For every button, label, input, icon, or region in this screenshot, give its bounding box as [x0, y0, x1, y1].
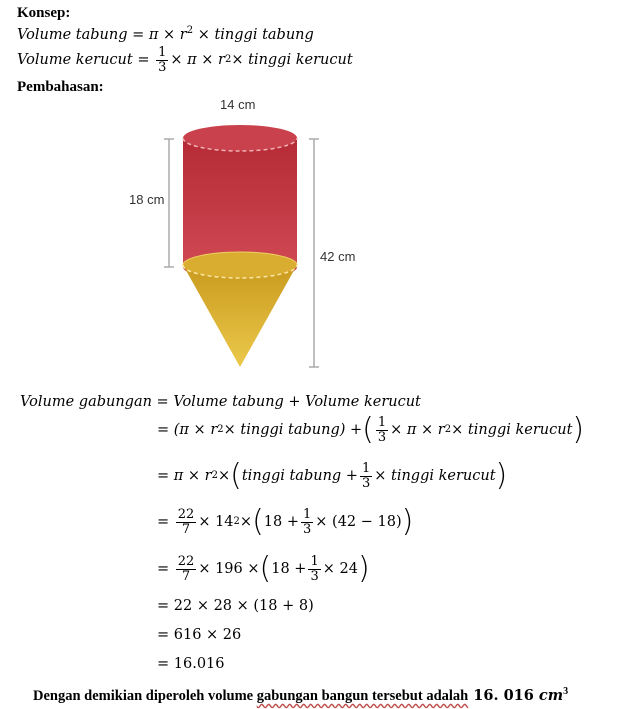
- step-4: = $\frac{22}{7}$ × 14 2 × ( 18 + $\frac{1}{3}$ × (42 − 18) ): [157, 504, 414, 539]
- conclusion-unit: cm: [538, 686, 564, 704]
- conclusion-value: 16. 016: [468, 686, 539, 704]
- cone-body: [183, 265, 297, 367]
- step-2: = (π × r 2 × tinggi tabung) + ( $\frac{1}{3}$ × π × r 2 × tinggi kerucut ): [157, 412, 585, 447]
- step-7: = 616 × 26: [157, 627, 242, 643]
- step-1-rhs: Volume tabung + Volume kerucut: [173, 394, 421, 410]
- fraction: $\frac{1}{3}$: [158, 44, 167, 75]
- formula-rhs-a: π × r: [148, 26, 187, 43]
- step-8: = 16.016: [157, 656, 225, 672]
- formula-volume-kerucut: Volume kerucut = $\frac{1}{3}$ × π × r 2 × tinggi kerucut: [17, 44, 353, 75]
- pembahasan-heading: Pembahasan:: [17, 79, 104, 95]
- cylinder-height-label: 18 cm: [129, 192, 165, 207]
- formula-rhs-b: × tinggi kerucut: [231, 52, 353, 68]
- diameter-label: 14 cm: [220, 97, 256, 112]
- conclusion-text-a: Dengan demikian diperoleh volume: [33, 687, 257, 704]
- conclusion-text-b: gabungan bangun tersebut adalah: [256, 687, 469, 704]
- formula-lhs: Volume kerucut: [17, 52, 133, 68]
- step-3: = π × r 2 × ( tinggi tabung + $\frac{1}{3}$ × tinggi kerucut ): [157, 458, 508, 493]
- step-1: Volume gabungan = Volume tabung + Volume kerucut: [20, 394, 421, 410]
- step-1-lhs: Volume gabungan: [20, 394, 152, 410]
- step-6: = 22 × 28 × (18 + 8): [157, 598, 314, 614]
- step-5: = $\frac{22}{7}$ × 196 × ( 18 + $\frac{1}{3}$ × 24 ): [157, 551, 370, 586]
- cylinder-cone-figure: [120, 95, 380, 380]
- total-height-label: 42 cm: [320, 249, 356, 264]
- formula-lhs: Volume tabung: [17, 26, 128, 43]
- konsep-heading: Konsep:: [17, 5, 71, 21]
- formula-volume-tabung: Volume tabung = $\pi \times r^2$ × tinggi tabung: [17, 25, 314, 43]
- formula-rhs-b: × tinggi tabung: [193, 26, 314, 43]
- formula-rhs-a: × π × r: [170, 52, 225, 68]
- conclusion: Dengan demikian diperoleh volume gabungan bangun tersebut adalah 16. 016 $cm^3$: [33, 686, 569, 704]
